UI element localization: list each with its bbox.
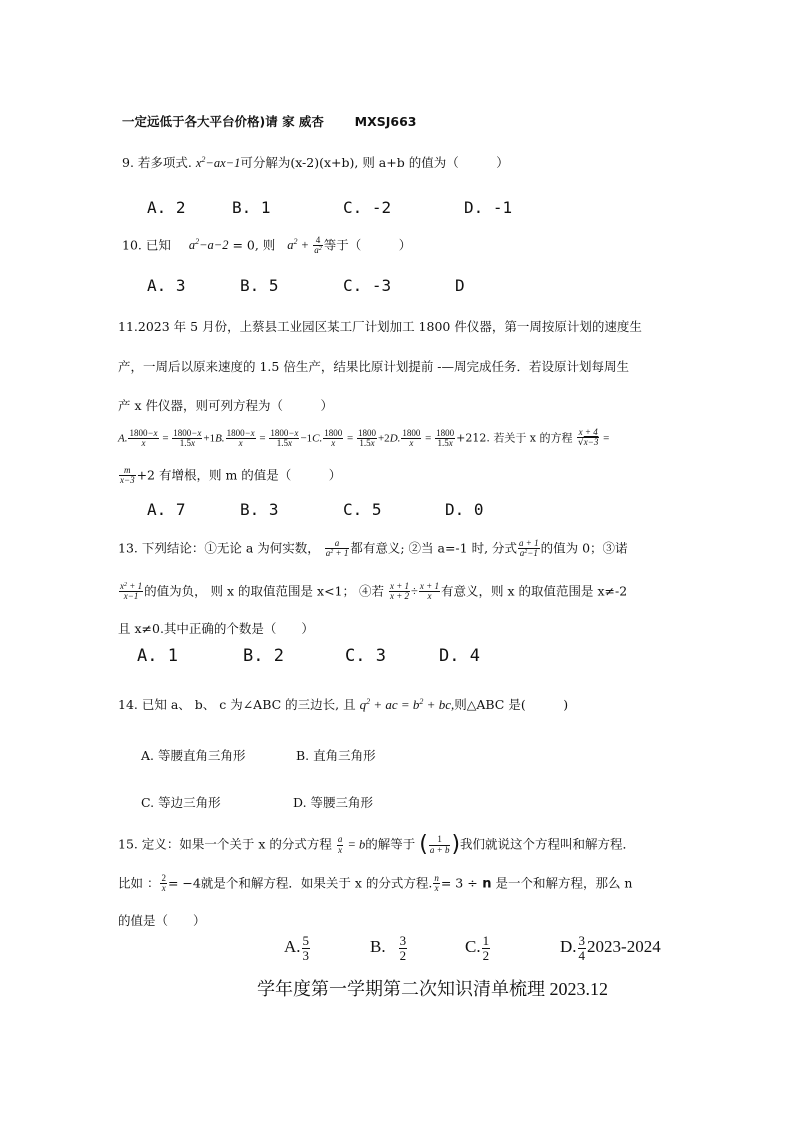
q15-text-e: = −4就是个和解方程．如果关于 x 的分式方程. xyxy=(167,875,433,891)
q13-frac-4: $\frac{x + 1}{x + 2}$ xyxy=(389,581,410,602)
q10-text: 等于（ ） xyxy=(323,237,412,253)
q15-frac-2x: $\frac{2}{x}$ xyxy=(161,873,166,894)
q13-line-3: 且 x≠0.其中正确的个数是（ ） xyxy=(118,621,314,636)
q15-n: n xyxy=(477,876,492,892)
q11-option-b-label: B. xyxy=(215,432,225,445)
q11-eq-d-right: $\frac{1800}{1.5x}$ xyxy=(436,427,455,448)
q15-frac-ax: $\frac{a}{x}$ xyxy=(337,834,343,855)
q10-option-d: D xyxy=(455,276,465,295)
q15-line-2 xyxy=(118,874,632,894)
q11-option-c-label: C. xyxy=(312,432,323,445)
q13-line-1 xyxy=(118,539,628,559)
q11-eq-a-right: $\frac{1800-x}{1.5x}$ xyxy=(173,427,202,448)
q13-text-b: 都有意义; ②当 a=-1 时, 分式 xyxy=(350,540,518,556)
q12-option-d: D. 0 xyxy=(445,500,484,519)
q12-option-a: A. 7 xyxy=(147,500,186,519)
q10-expression: $a^2$ + xyxy=(287,237,313,253)
q10-prefix: 10. 已知 xyxy=(122,237,171,253)
q10-fraction: $\frac{4}{a^2}$ xyxy=(314,235,322,256)
q15-option-b: B. $\frac{3}{2}$ xyxy=(370,933,407,963)
q15-text-d: 比如 ： xyxy=(118,875,160,891)
q15-option-a: A. $\frac{5}{3}$ xyxy=(284,933,310,963)
q12-option-b: B. 3 xyxy=(240,500,279,519)
q11-option-d-label: D. xyxy=(389,432,401,445)
q11-eq-b-right: $\frac{1800-x}{1.5x}$ xyxy=(270,427,299,448)
q9-prefix: 9. 若多项式. xyxy=(122,155,192,170)
q10-equation: $a^2-a-2$ xyxy=(188,237,229,253)
q15-option-c: C. $\frac{1}{2}$ xyxy=(465,933,490,963)
q15-text-a: 15. 定义：如果一个关于 x 的分式方程 xyxy=(118,836,332,852)
q11-eq-d-left: $\frac{1800}{x}$ xyxy=(402,427,421,448)
q13-option-b: B. 2 xyxy=(243,646,284,666)
q11-eq-c-right: $\frac{1800}{1.5x}$ xyxy=(357,427,376,448)
q15-text-g: 是一个和解方程，那么 n xyxy=(491,875,633,891)
header-text xyxy=(122,116,416,129)
q9-polynomial: $x^2-ax-1$ xyxy=(195,155,241,170)
q14-option-a: A. 等腰直角三角形 xyxy=(141,748,246,763)
q13-text-a: 13. 下列结论：①无论 a 为何实数， xyxy=(118,540,320,556)
q15-frac-1-over-ab: $\frac{1}{a + b}$ xyxy=(429,834,450,855)
q11-q12-tail: +212. 若关于 x 的方程 xyxy=(456,431,573,445)
q13-text-e: 有意义，则 x 的取值范围是 x≠-2 xyxy=(441,583,628,599)
q11-eq-c-left: $\frac{1800}{x}$ xyxy=(324,427,343,448)
q13-frac-2: $\frac{a + 1}{a^2-1}$ xyxy=(519,538,539,559)
footer-title: 学年度第一学期第二次知识清单梳理 2023.12 xyxy=(257,979,608,999)
q12-line xyxy=(118,466,341,486)
question-14 xyxy=(118,698,568,712)
q10-option-c: C. -3 xyxy=(343,276,392,295)
q15-text-c: 我们就说这个方程叫和解方程． xyxy=(460,836,636,852)
q13-frac-1: $\frac{a}{a^2 + 1}$ xyxy=(325,538,349,559)
q11-equations-row: A. $\frac{1800-x}{x}$ = $\frac{1800-x}{1.5x}$ +1B. $\frac{1800-x}{x}$ = $\frac{1800-x}{1.5x}$ −1C. $\frac{1800}{x}$ = $\frac{1800}{1.5x}$ +2D. $\frac{1800}{x}$ = $\frac{1800}{1.5x}$ +212. 若关于 x 的方程 $\frac{x + 4}{√x-3}$ = xyxy=(118,427,610,449)
q14-text-a: 14. 已知 a、 b、 c 为∠ABC 的三边长, 且 xyxy=(118,697,356,712)
q9-option-a: A. 2 xyxy=(147,198,186,217)
q13-text-c: 的值为 0；③诺 xyxy=(540,540,628,556)
q15-text-f: = 3 ÷ xyxy=(440,875,478,891)
q13-option-c: C. 3 xyxy=(345,646,386,666)
q11-line-3: 产 x 件仪器，则可列方程为（ ） xyxy=(118,398,333,413)
q12-text: +2 有增根，则 m 的值是（ ） xyxy=(136,467,342,483)
q13-option-d: D. 4 xyxy=(439,646,480,666)
header-code: MXSJ663 xyxy=(354,114,417,129)
q13-frac-5: $\frac{x + 1}{x}$ xyxy=(419,581,439,602)
q11-option-a-label: A. xyxy=(118,432,128,445)
header-title: 一定远低于各大平台价格)请 家 威杏 xyxy=(122,114,324,129)
question-10 xyxy=(122,236,411,256)
q15-option-d: D. $\frac{3}{4}$ 2023-2024 xyxy=(560,933,661,963)
q15-line-1: 15. 定义：如果一个关于 x 的分式方程 $\frac{a}{x}$ = b的解等于 ( $\frac{1}{a + b}$ )我们就说这个方程叫和解方程． xyxy=(118,832,636,857)
q9-option-d: D. -1 xyxy=(464,198,513,217)
q11-eq-b-left: $\frac{1800-x}{x}$ xyxy=(226,427,255,448)
q13-frac-3: $\frac{x^2 + 1}{x-1}$ xyxy=(120,581,143,602)
q13-text-d: 的值为负， 则 x 的取值范围是 x<1； ④若 xyxy=(144,583,384,599)
q10-option-a: A. 3 xyxy=(147,276,186,295)
q10-option-b: B. 5 xyxy=(240,276,279,295)
q15-frac-nx: $\frac{n}{x}$ xyxy=(434,873,439,894)
q11-line-1: 11.2023 年 5 月份，上蔡县工业园区某工厂计划加工 1800 件仪器，第一周按原计划的速度生 xyxy=(118,319,642,334)
q14-option-c: C. 等边三角形 xyxy=(141,795,221,810)
q9-option-b: B. 1 xyxy=(232,198,271,217)
q11-eq-a-left: $\frac{1800-x}{x}$ xyxy=(129,427,158,448)
q15-line-3: 的值是（ ） xyxy=(118,913,206,928)
q9-option-c: C. -2 xyxy=(343,198,392,217)
q12-fraction-right: $\frac{m}{x-3}$ xyxy=(120,465,135,486)
q9-text: 可分解为(x-2)(x+b), 则 a+b 的值为（ ） xyxy=(240,155,509,170)
q14-equation: $q^2$ + ac = $b^2$ + bc, xyxy=(359,697,455,712)
question-9 xyxy=(122,156,509,170)
q15-years: 2023-2024 xyxy=(587,937,661,957)
q14-option-b: B. 直角三角形 xyxy=(296,748,376,763)
q11-line-2: 产，一周后以原来速度的 1.5 倍生产，结果比原计划提前 -—周完成任务．若设原计划每周生 xyxy=(118,359,630,374)
q12-fraction-left: $\frac{x + 4}{√x-3}$ xyxy=(578,427,599,449)
q10-eq-tail: = 0, 则 xyxy=(232,237,276,253)
q12-option-c: C. 5 xyxy=(343,500,382,519)
q14-option-d: D. 等腰三角形 xyxy=(293,795,374,810)
q13-option-a: A. 1 xyxy=(137,646,178,666)
q14-text-b: 则△ABC 是( ) xyxy=(454,697,569,712)
q15-text-b: 的解等于 xyxy=(365,836,416,852)
q13-line-2: $\frac{x^2 + 1}{x-1}$ 的值为负， 则 x 的取值范围是 x<1； ④若 $\frac{x + 1}{x + 2}$ ÷ $\frac{x + 1}{x}$ 有意义，则 x 的取值范围是 x≠-2 xyxy=(120,581,628,602)
